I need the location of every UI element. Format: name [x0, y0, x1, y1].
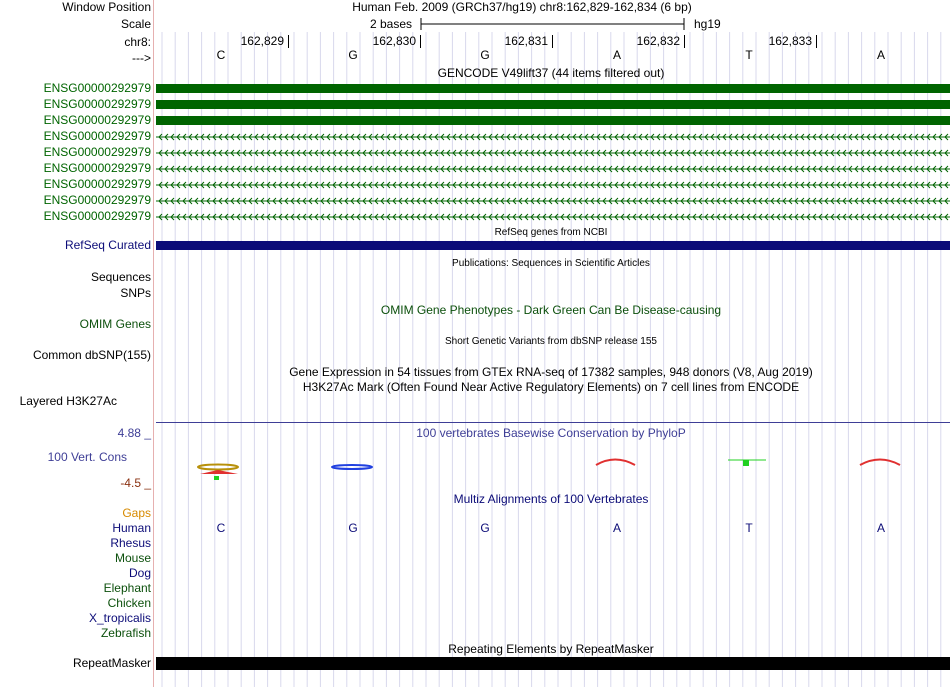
- h3k27ac-track-label[interactable]: Layered H3K27Ac: [19, 394, 117, 408]
- strand-label: --->: [132, 51, 151, 65]
- cons-mark-t: [743, 460, 749, 466]
- species-label: Chicken: [107, 596, 151, 610]
- ruler-tick: [816, 35, 817, 48]
- gencode-exon-bar[interactable]: [156, 84, 950, 93]
- gencode-intron-line[interactable]: [156, 212, 950, 222]
- refseq-track-label[interactable]: RefSeq Curated: [64, 238, 151, 252]
- species-label: Human: [112, 521, 151, 535]
- species-label: Elephant: [103, 581, 151, 595]
- cons-mark-c: [198, 465, 238, 470]
- gencode-intron-line[interactable]: [156, 180, 950, 190]
- publications-track-label[interactable]: Sequences: [90, 270, 151, 284]
- gtex-track-title: Gene Expression in 54 tissues from GTEx RNA-seq of 17382 samples, 948 donors (V8, Aug 2019): [289, 365, 813, 379]
- repeatmasker-track-title: Repeating Elements by RepeatMasker: [448, 642, 654, 656]
- repeatmasker-track-label[interactable]: RepeatMasker: [72, 656, 151, 670]
- gencode-item-label[interactable]: ENSG00000292979: [43, 177, 151, 191]
- ruler-tick: [288, 35, 289, 48]
- cons-mark-c-red: [200, 470, 238, 474]
- ruler-position-label: 162,833: [768, 34, 812, 48]
- gencode-exon-bar[interactable]: [156, 100, 950, 109]
- dbsnp-track-title: Short Genetic Variants from dbSNP release 155: [445, 336, 657, 347]
- ruler-tick: [684, 35, 685, 48]
- multiz-track-title: Multiz Alignments of 100 Vertebrates: [453, 492, 649, 506]
- ruler-position-label: 162,832: [636, 34, 680, 48]
- ruler-position-label: 162,830: [372, 34, 416, 48]
- window-position-label: Window Position: [62, 0, 151, 14]
- scale-db-text: hg19: [694, 17, 721, 31]
- omim-track-title: OMIM Gene Phenotypes - Dark Green Can Be Disease-causing: [380, 303, 722, 317]
- cons-mark-a: [596, 460, 635, 466]
- multiz-human-base: G: [480, 521, 490, 535]
- cons-mark-c-green: [214, 476, 219, 480]
- gencode-intron-line[interactable]: [156, 132, 950, 142]
- dbsnp-track-label[interactable]: Common dbSNP(155): [32, 348, 151, 362]
- snps-track-label[interactable]: SNPs: [120, 286, 151, 300]
- ruler-base: C: [216, 48, 226, 62]
- ruler-position-label: 162,829: [240, 34, 284, 48]
- publications-track-title: Publications: Sequences in Scientific Articles: [452, 258, 650, 269]
- gencode-intron-line[interactable]: [156, 164, 950, 174]
- gencode-intron-line[interactable]: [156, 148, 950, 158]
- cons-separator-line: [156, 422, 950, 423]
- chrom-label: chr8:: [124, 35, 151, 49]
- ruler-base: G: [480, 48, 490, 62]
- cons-max-label: 4.88 _: [117, 426, 151, 440]
- ruler-base: A: [612, 48, 621, 62]
- gencode-item-label[interactable]: ENSG00000292979: [43, 209, 151, 223]
- multiz-human-base: A: [876, 521, 885, 535]
- cons-min-label: -4.5 _: [120, 476, 151, 490]
- cons-track-title: 100 vertebrates Basewise Conservation by PhyloP: [416, 426, 686, 440]
- ruler-base: T: [745, 48, 753, 62]
- ruler-tick: [420, 35, 421, 48]
- cons-mark-g: [332, 465, 372, 469]
- multiz-human-base: T: [745, 521, 753, 535]
- multiz-human-base: G: [348, 521, 358, 535]
- gaps-label: Gaps: [122, 506, 151, 520]
- refseq-feature[interactable]: [156, 241, 950, 250]
- species-label: X_tropicalis: [88, 611, 151, 625]
- ruler-base: A: [876, 48, 885, 62]
- repeatmasker-feature[interactable]: [156, 657, 950, 670]
- multiz-human-base: A: [612, 521, 621, 535]
- cons-mark-a2: [860, 460, 900, 466]
- ruler-tick: [552, 35, 553, 48]
- gencode-track-title: GENCODE V49lift37 (44 items filtered out): [437, 66, 665, 80]
- ruler-base: G: [348, 48, 358, 62]
- gencode-item-label[interactable]: ENSG00000292979: [43, 113, 151, 127]
- gencode-item-label[interactable]: ENSG00000292979: [43, 81, 151, 95]
- scale-bar-text: 2 bases: [370, 17, 413, 31]
- species-label: Rhesus: [110, 536, 151, 550]
- h3k27ac-track-title: H3K27Ac Mark (Often Found Near Active Regulatory Elements) on 7 cell lines from ENCODE: [302, 380, 800, 394]
- assembly-position-text: Human Feb. 2009 (GRCh37/hg19) chr8:162,829-162,834 (6 bp): [352, 0, 692, 14]
- gencode-intron-line[interactable]: [156, 196, 950, 206]
- gencode-exon-bar[interactable]: [156, 116, 950, 125]
- gencode-item-label[interactable]: ENSG00000292979: [43, 129, 151, 143]
- ruler-position-label: 162,831: [504, 34, 548, 48]
- omim-track-label[interactable]: OMIM Genes: [79, 317, 151, 331]
- species-label: Mouse: [114, 551, 151, 565]
- gencode-item-label[interactable]: ENSG00000292979: [43, 145, 151, 159]
- refseq-track-title: RefSeq genes from NCBI: [494, 227, 608, 238]
- cons-track-label[interactable]: 100 Vert. Cons: [47, 450, 127, 464]
- species-label: Zebrafish: [100, 626, 151, 640]
- gencode-item-label[interactable]: ENSG00000292979: [43, 193, 151, 207]
- track-label-column: [0, 0, 154, 687]
- scale-label: Scale: [120, 17, 151, 31]
- multiz-human-base: C: [216, 521, 226, 535]
- gencode-item-label[interactable]: ENSG00000292979: [43, 161, 151, 175]
- cons-wiggle[interactable]: [156, 450, 950, 486]
- species-label: Dog: [128, 566, 151, 580]
- scale-bar: [420, 16, 690, 32]
- gencode-item-label[interactable]: ENSG00000292979: [43, 97, 151, 111]
- track-image-area[interactable]: [156, 0, 950, 687]
